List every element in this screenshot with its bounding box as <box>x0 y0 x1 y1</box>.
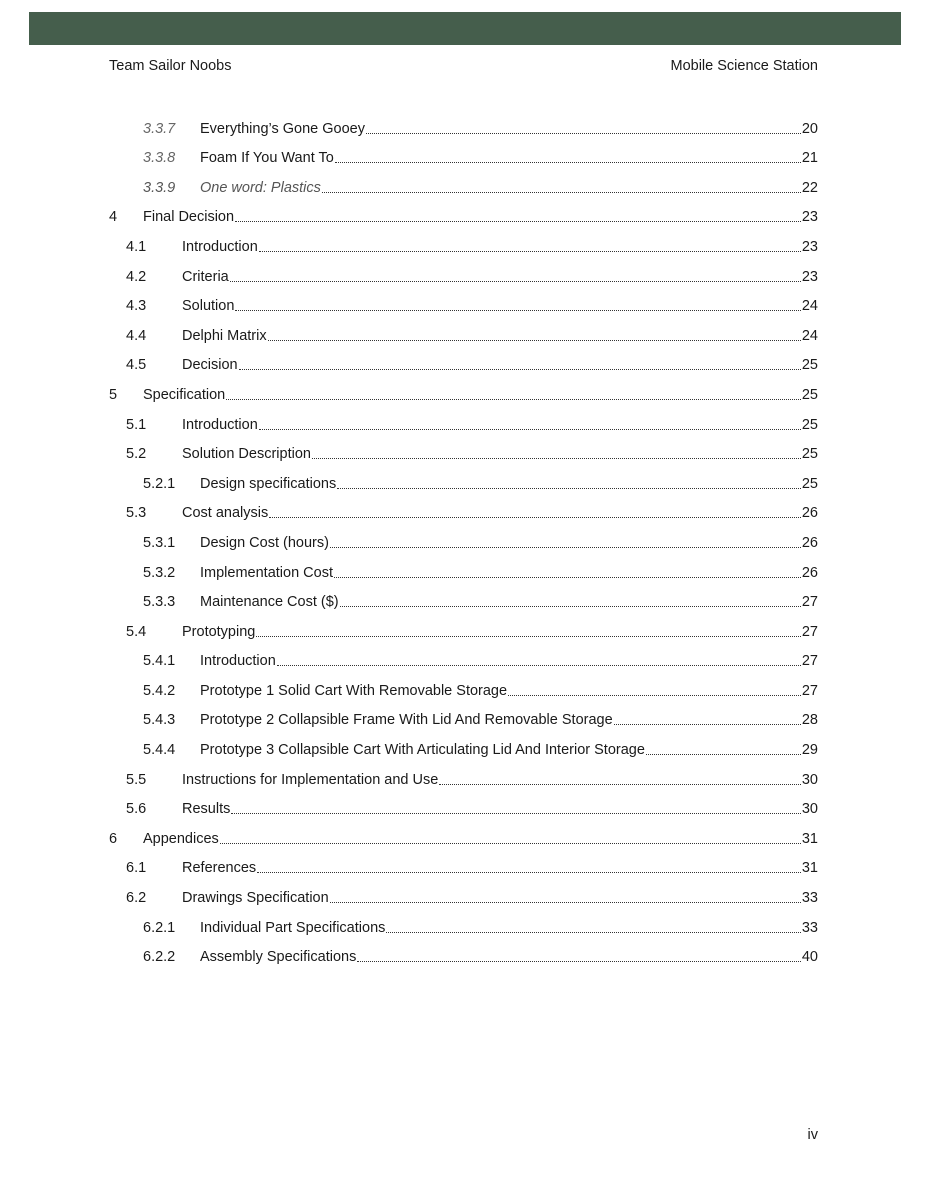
toc-entry[interactable] <box>109 552 818 582</box>
toc-entry-page: 27 <box>801 623 818 640</box>
header-band <box>29 12 901 45</box>
toc-entry-number: 5.3.1 <box>143 534 176 551</box>
toc-dot-leader <box>268 340 801 341</box>
toc-entry[interactable] <box>109 286 818 316</box>
toc-entry-title: One word: Plastics <box>200 179 321 196</box>
toc-entry-number: 5.3 <box>126 505 147 522</box>
toc-entry-page: 23 <box>801 238 818 255</box>
toc-entry-title: Drawings Specification <box>182 890 329 907</box>
toc-entry-number: 5.3.2 <box>143 564 176 581</box>
toc-entry-title: Delphi Matrix <box>182 327 267 344</box>
toc-entry[interactable] <box>109 848 818 878</box>
toc-entry-title: Implementation Cost <box>200 564 333 581</box>
toc-dot-leader <box>235 310 800 311</box>
toc-entry-title: Prototype 3 Collapsible Cart With Articulating Lid And Interior Storage <box>200 742 645 759</box>
toc-entry-number: 4.1 <box>126 238 147 255</box>
toc-entry-page: 33 <box>801 890 818 907</box>
toc-entry-title: Solution <box>182 298 235 315</box>
toc-dot-leader <box>230 281 801 282</box>
toc-dot-leader <box>386 932 800 933</box>
toc-entry-title: Introduction <box>182 416 258 433</box>
toc-entry-number: 6.2.1 <box>143 919 176 936</box>
toc-entry-title: Prototyping <box>182 623 256 640</box>
toc-entry-page: 29 <box>801 742 818 759</box>
toc-dot-leader <box>337 488 801 489</box>
toc-entry-number: 3.3.7 <box>143 120 176 137</box>
toc-entry-number: 6 <box>109 830 118 847</box>
toc-entry[interactable] <box>109 907 818 937</box>
toc-entry-page: 24 <box>801 327 818 344</box>
toc-entry[interactable] <box>109 167 818 197</box>
toc-entry-page: 25 <box>801 416 818 433</box>
toc-entry-page: 27 <box>801 682 818 699</box>
toc-entry-page: 31 <box>801 830 818 847</box>
toc-entry-title: Appendices <box>143 830 219 847</box>
toc-entry[interactable] <box>109 315 818 345</box>
toc-entry-title: Individual Part Specifications <box>200 919 386 936</box>
toc-entry[interactable] <box>109 670 818 700</box>
toc-dot-leader <box>330 547 801 548</box>
toc-entry-title: Introduction <box>200 653 276 670</box>
toc-entry-page: 31 <box>801 860 818 877</box>
toc-entry-page: 25 <box>801 475 818 492</box>
toc-dot-leader <box>340 606 801 607</box>
toc-entry-page: 24 <box>801 298 818 315</box>
toc-entry[interactable] <box>109 877 818 907</box>
toc-entry-number: 5.4.3 <box>143 712 176 729</box>
toc-entry[interactable] <box>109 256 818 286</box>
toc-entry-page: 23 <box>801 268 818 285</box>
toc-dot-leader <box>322 192 801 193</box>
toc-entry-title: Assembly Specifications <box>200 949 357 966</box>
toc-entry-title: Design Cost (hours) <box>200 534 329 551</box>
toc-dot-leader <box>231 813 801 814</box>
toc-entry-number: 6.2.2 <box>143 949 176 966</box>
toc-entry-title: Instructions for Implementation and Use <box>182 771 439 788</box>
toc-entry[interactable] <box>109 611 818 641</box>
toc-entry-number: 5.4.2 <box>143 682 176 699</box>
toc-dot-leader <box>335 162 801 163</box>
toc-entry-page: 22 <box>801 179 818 196</box>
toc-entry[interactable] <box>109 582 818 612</box>
toc-entry-page: 30 <box>801 801 818 818</box>
toc-entry-number: 5.3.3 <box>143 594 176 611</box>
table-of-contents <box>109 108 818 966</box>
toc-entry-title: Maintenance Cost ($) <box>200 594 339 611</box>
toc-entry[interactable] <box>109 108 818 138</box>
toc-entry-page: 20 <box>801 120 818 137</box>
toc-entry-number: 5.4.4 <box>143 742 176 759</box>
toc-dot-leader <box>269 517 801 518</box>
toc-entry-page: 28 <box>801 712 818 729</box>
toc-entry-title: Prototype 1 Solid Cart With Removable Storage <box>200 682 508 699</box>
toc-entry-title: References <box>182 860 257 877</box>
toc-entry[interactable] <box>109 789 818 819</box>
toc-entry[interactable] <box>109 434 818 464</box>
toc-entry-title: Prototype 2 Collapsible Frame With Lid And Removable Storage <box>200 712 613 729</box>
toc-dot-leader <box>235 221 801 222</box>
toc-entry-page: 21 <box>801 150 818 167</box>
toc-entry-page: 30 <box>801 771 818 788</box>
toc-entry-title: Criteria <box>182 268 229 285</box>
toc-entry-number: 5.4 <box>126 623 147 640</box>
toc-entry-number: 4.3 <box>126 298 147 315</box>
toc-dot-leader <box>357 961 801 962</box>
team-name: Team Sailor Noobs <box>109 58 232 74</box>
toc-entry-page: 27 <box>801 594 818 611</box>
toc-entry-page: 33 <box>801 919 818 936</box>
toc-entry-page: 26 <box>801 534 818 551</box>
toc-entry-number: 6.2 <box>126 890 147 907</box>
toc-entry-title: Cost analysis <box>182 505 269 522</box>
toc-entry-number: 5.5 <box>126 771 147 788</box>
toc-entry-title: Introduction <box>182 238 258 255</box>
toc-entry-page: 25 <box>801 357 818 374</box>
toc-entry-number: 4 <box>109 209 118 226</box>
toc-entry[interactable] <box>109 374 818 404</box>
toc-dot-leader <box>614 724 801 725</box>
page-number: iv <box>807 1127 818 1143</box>
toc-entry-number: 5.4.1 <box>143 653 176 670</box>
toc-entry[interactable] <box>109 463 818 493</box>
toc-entry[interactable] <box>109 759 818 789</box>
toc-dot-leader <box>334 577 801 578</box>
toc-dot-leader <box>259 251 801 252</box>
toc-entry[interactable] <box>109 522 818 552</box>
toc-entry[interactable] <box>109 226 818 256</box>
toc-entry-number: 4.2 <box>126 268 147 285</box>
toc-entry[interactable] <box>109 404 818 434</box>
toc-dot-leader <box>226 399 801 400</box>
toc-entry[interactable] <box>109 937 818 967</box>
toc-entry-title: Foam If You Want To <box>200 150 334 167</box>
toc-entry-title: Solution Description <box>182 446 311 463</box>
toc-entry-page: 26 <box>801 505 818 522</box>
toc-entry-page: 40 <box>801 949 818 966</box>
toc-dot-leader <box>259 429 801 430</box>
toc-dot-leader <box>277 665 801 666</box>
toc-dot-leader <box>439 784 801 785</box>
toc-entry-page: 27 <box>801 653 818 670</box>
toc-dot-leader <box>646 754 801 755</box>
toc-entry[interactable] <box>109 197 818 227</box>
toc-entry-number: 5.2 <box>126 446 147 463</box>
toc-dot-leader <box>239 369 801 370</box>
toc-dot-leader <box>312 458 801 459</box>
toc-entry[interactable] <box>109 493 818 523</box>
toc-entry-number: 6.1 <box>126 860 147 877</box>
toc-entry-title: Results <box>182 801 231 818</box>
toc-entry-title: Decision <box>182 357 238 374</box>
toc-entry-number: 5.2.1 <box>143 475 176 492</box>
toc-entry[interactable] <box>109 818 818 848</box>
toc-entry[interactable] <box>109 138 818 168</box>
document-title: Mobile Science Station <box>670 58 818 74</box>
toc-dot-leader <box>220 843 801 844</box>
toc-entry-number: 3.3.9 <box>143 179 176 196</box>
toc-entry-title: Specification <box>143 386 226 403</box>
toc-entry-page: 25 <box>801 386 818 403</box>
toc-dot-leader <box>366 133 801 134</box>
toc-entry[interactable] <box>109 729 818 759</box>
toc-entry-page: 25 <box>801 446 818 463</box>
toc-entry-page: 26 <box>801 564 818 581</box>
toc-entry-number: 5.1 <box>126 416 147 433</box>
toc-entry-number: 4.4 <box>126 327 147 344</box>
toc-entry-title: Final Decision <box>143 209 235 226</box>
toc-dot-leader <box>508 695 801 696</box>
toc-entry[interactable] <box>109 700 818 730</box>
toc-entry-page: 23 <box>801 209 818 226</box>
toc-entry-number: 5 <box>109 386 118 403</box>
toc-dot-leader <box>256 636 801 637</box>
toc-dot-leader <box>257 872 801 873</box>
toc-entry-number: 5.6 <box>126 801 147 818</box>
toc-dot-leader <box>330 902 801 903</box>
toc-entry-number: 4.5 <box>126 357 147 374</box>
toc-entry[interactable] <box>109 641 818 671</box>
toc-entry-title: Everything’s Gone Gooey <box>200 120 365 137</box>
toc-entry[interactable] <box>109 345 818 375</box>
toc-entry-title: Design specifications <box>200 475 337 492</box>
toc-entry-number: 3.3.8 <box>143 150 176 167</box>
